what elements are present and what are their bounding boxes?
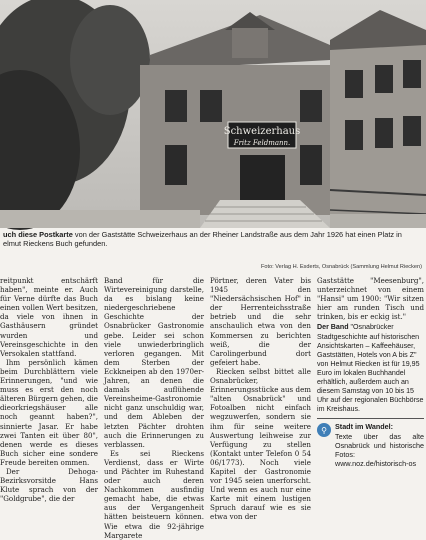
col2-paragraph: Es sei Rieckens Verdienst, dass er Wirte und Pächter im Ruhestand oder auch deren Nachkommen ausfindig gemacht habe, die etwas aus der Vergangenheit hätten beisteuern können. Wie etwa die 92-jährige Margarete xyxy=(104,448,204,540)
noz-teaser[interactable] xyxy=(317,422,424,468)
sign-owner: Fritz Feldmann. xyxy=(233,139,291,147)
sign-name: Schweizerhaus xyxy=(223,126,301,137)
column-3 xyxy=(210,276,311,522)
book-info-label: Der Band xyxy=(317,323,349,332)
col3-paragraph: Riecken selbst bittet alle Osnabrücker, Erinnerungsstücke aus dem "alten Osnabrück" und Fotoalben nicht einfach wegzuwerfen, sondern sie ihm für seine weitere Auswertung leihweise zur Verfügung zu stellen (Kontakt unter Telefon 0 54 06/1773). Noch viele Kapitel der Gastronomie vor 1945 seien unerforscht. Und wenn es auch nur eine Karte mit einem lustigen Spruch darauf wie es sie etwa von der xyxy=(210,366,311,522)
photo-credit: Foto: Verlag H. Esderts, Osnabrück (Sammlung Helmut Riecken) xyxy=(260,264,422,270)
noz-teaser-body: Texte über das alte Osnabrück und historische Fotos: www.noz.de/historisch-os xyxy=(335,431,424,469)
historic-postcard-photo xyxy=(0,0,426,228)
col1-paragraph: reitpunkt entschärft haben", meinte er. Auch für Verne dürfte das Buch einen vollen Wert besitzen, da viele von ihnen in Gasthäusern gründet wurden und Vereinsgeschichte in den Versokalen stattfand. xyxy=(0,276,98,358)
col2-paragraph: Band für die Wirtevereinigung darstelle, da es bislang keine niedergeschriebene Geschichte der Osnabrücker Gastronomie gebe. Leider sei schon viele unwiederbringlich verloren gegangen. Mit dem Sterben der Eckkneipen ab den 1970er-Jahren, an denen die damals auflühende Vereinsheime-Gastronomie nicht ganz unschuldig war, und dem Ableben der letzten Pächter drohten auch die Erinnerungen zu verblassen. xyxy=(104,276,204,449)
book-info-text: "Osnabrücker Stadtgeschichte auf historischen Ansichtskarten – Kaffeehäuser, Gaststätten, Hotels von A bis Z" von Helmut Riecken ist für 19,95 Euro im lokalen Buchhandel erhältlich, außerdem auch an diesem Samstag von 10 bis 15 Uhr auf der regionalen Büchbörse im Kreishaus. xyxy=(317,323,424,414)
col1-paragraph: Der Dehoga-Bezirksvorsitde Hans Klute sprach von der "Goldgrube", die der xyxy=(0,466,98,504)
column-2 xyxy=(104,276,204,540)
divider xyxy=(317,418,424,419)
postcard-image xyxy=(0,0,426,228)
col4-paragraph: Gaststätte "Meesenburg", unterzeichnet von einem "Hansi" um 1900: "Wir sitzen hier am runden Tisch und trinken, bis er eckig ist." xyxy=(317,276,424,322)
magnifier-icon: ⚲ xyxy=(317,423,331,437)
col1-paragraph: Ihm persönlich kämen beim Durchblättern viele Erinnerungen, "und wie muss es erst den noch älteren Bürgern gehen, die dieorkriegshäuser alle noch geannt haben?", sinnierte Jasar. Er habe zwei Tanten eit über 80", denen werde es dieses Buch sicher eine sondere Freude bereiten ommen. xyxy=(0,357,98,467)
book-info-box xyxy=(317,323,424,414)
article-body xyxy=(0,276,426,540)
caption-lead: uch diese Postkarte xyxy=(3,230,73,239)
photo-caption xyxy=(0,230,425,248)
column-4 xyxy=(317,276,424,480)
column-1 xyxy=(0,276,98,504)
caption-line2: elmut Rieckens Buch gefunden. xyxy=(3,239,108,249)
noz-teaser-text xyxy=(335,422,424,468)
col3-paragraph: Pörtner, deren Vater bis 1945 den "Niedersächsischen Hof" in der Herrenteichsstraße betrieb und die sehr anschaulich etwa von den Kommersen zu berichten weiß, die der Carolingerbund dort gefeiert habe. xyxy=(210,276,311,367)
caption-text: von der Gaststätte Schweizerhaus an der Rheiner Landstraße aus dem Jahr 1926 hat einen Platz in xyxy=(72,230,402,239)
noz-teaser-title: Stadt im Wandel: xyxy=(335,422,394,432)
